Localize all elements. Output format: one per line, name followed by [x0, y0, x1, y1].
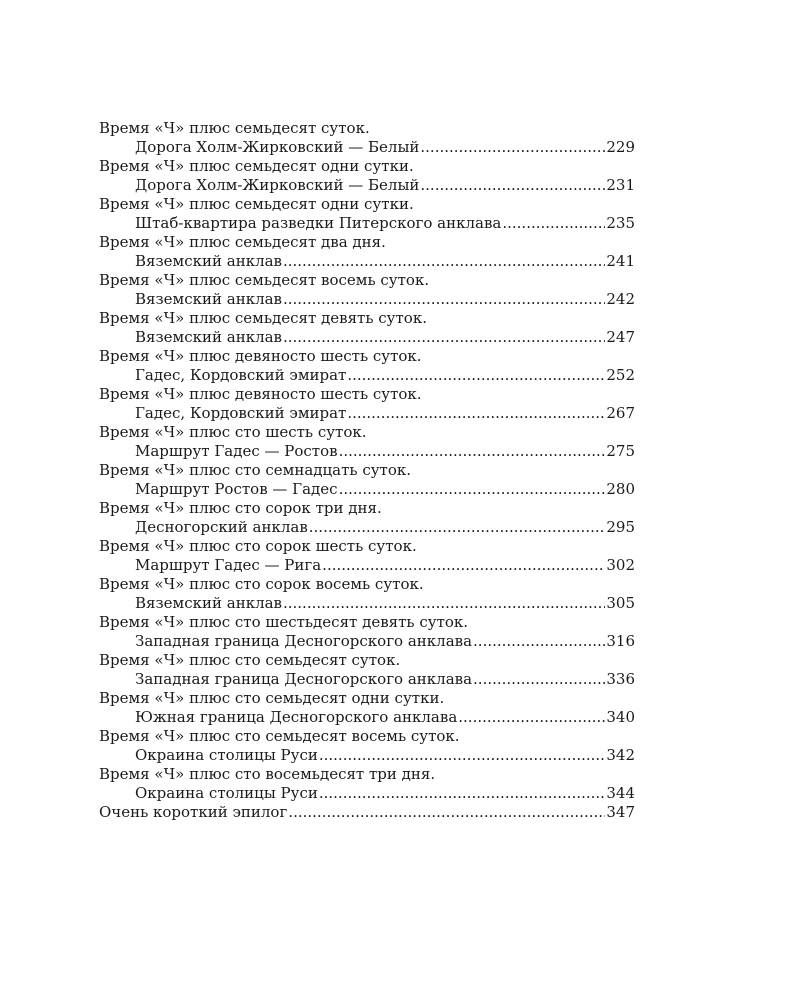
toc-entry-subtitle: Маршрут Гадес — Ростов	[135, 442, 338, 460]
dot-leader	[283, 328, 605, 347]
dot-leader	[288, 803, 605, 822]
toc-entry-subtitle: Южная граница Десногорского анклава	[135, 708, 458, 726]
dot-leader	[319, 784, 606, 803]
toc-entry-subtitle: Вяземский анклав	[135, 594, 282, 612]
toc-entry-subtitle-line	[99, 404, 635, 423]
toc-entry	[99, 575, 635, 613]
toc-entry-subtitle-line	[99, 670, 635, 689]
toc-entry	[99, 423, 635, 461]
toc-entry-subtitle-line	[99, 480, 635, 499]
toc-entry-subtitle-line	[99, 366, 635, 385]
toc-entry-page-number: 242	[606, 290, 635, 308]
toc-entry	[99, 233, 635, 271]
toc-entry-heading: Время «Ч» плюс сто сорок три дня.	[99, 499, 382, 517]
toc-entry-page-number: 340	[606, 708, 635, 726]
toc-entry	[99, 461, 635, 499]
dot-leader	[283, 252, 605, 271]
toc-final-line	[99, 803, 635, 822]
toc-entry-subtitle-line	[99, 138, 635, 157]
toc-entry-page-number: 302	[606, 556, 635, 574]
dot-leader	[420, 176, 605, 195]
toc-entry-heading: Время «Ч» плюс сто сорок восемь суток.	[99, 575, 424, 593]
toc-entry-subtitle-line	[99, 328, 635, 347]
dot-leader	[283, 594, 605, 613]
toc-entry-heading: Время «Ч» плюс семьдесят два дня.	[99, 233, 386, 251]
toc-entry-subtitle: Вяземский анклав	[135, 290, 282, 308]
dot-leader	[339, 480, 606, 499]
toc-entry-subtitle-line	[99, 214, 635, 233]
toc-entry-page-number: 344	[606, 784, 635, 802]
toc-entry-page-number: 336	[606, 670, 635, 688]
toc-entry-subtitle: Дорога Холм-Жирковский — Белый	[135, 176, 420, 194]
toc-entry	[99, 613, 635, 651]
toc-entry-subtitle-line	[99, 518, 635, 537]
toc-entry-page-number: 241	[606, 252, 635, 270]
toc-entry-subtitle-line	[99, 442, 635, 461]
toc-entry-subtitle-line	[99, 784, 635, 803]
toc-entry-heading: Время «Ч» плюс семьдесят одни сутки.	[99, 195, 414, 213]
dot-leader	[502, 214, 605, 233]
toc-entry	[99, 195, 635, 233]
toc-entry-heading: Время «Ч» плюс сто шестьдесят девять суток.	[99, 613, 469, 631]
toc-entry	[99, 347, 635, 385]
toc-entry-subtitle: Вяземский анклав	[135, 328, 282, 346]
dot-leader	[319, 746, 606, 765]
dot-leader	[420, 138, 605, 157]
toc-entry-heading: Время «Ч» плюс семьдесят одни сутки.	[99, 157, 414, 175]
table-of-contents	[99, 119, 635, 822]
toc-entry-page-number: 316	[606, 632, 635, 650]
dot-leader	[347, 366, 605, 385]
toc-entry	[99, 119, 635, 157]
toc-entry-page-number: 280	[606, 480, 635, 498]
toc-entry	[99, 727, 635, 765]
toc-entry-page-number: 231	[606, 176, 635, 194]
toc-entry	[99, 385, 635, 423]
toc-entry	[99, 309, 635, 347]
dot-leader	[339, 442, 606, 461]
dot-leader	[322, 556, 605, 575]
dot-leader	[309, 518, 606, 537]
toc-entry	[99, 651, 635, 689]
toc-entry-page-number: 275	[606, 442, 635, 460]
toc-entry-heading: Время «Ч» плюс сто семьдесят суток.	[99, 651, 401, 669]
toc-entry-heading: Время «Ч» плюс сто семнадцать суток.	[99, 461, 412, 479]
toc-entry-subtitle: Маршрут Гадес — Рига	[135, 556, 322, 574]
toc-entry-subtitle-line	[99, 290, 635, 309]
toc-entry-subtitle: Окраина столицы Руси	[135, 784, 318, 802]
dot-leader	[458, 708, 605, 727]
toc-entry-subtitle: Штаб-квартира разведки Питерского анклава	[135, 214, 502, 232]
toc-entry-heading: Время «Ч» плюс семьдесят восемь суток.	[99, 271, 430, 289]
toc-entry-subtitle: Вяземский анклав	[135, 252, 282, 270]
toc-entry-heading: Время «Ч» плюс сто восемьдесят три дня.	[99, 765, 436, 783]
toc-entry-heading: Время «Ч» плюс сто шесть суток.	[99, 423, 367, 441]
toc-final-page-number: 347	[606, 803, 635, 821]
toc-entry-subtitle: Дорога Холм-Жирковский — Белый	[135, 138, 420, 156]
toc-entry-page-number: 235	[606, 214, 635, 232]
toc-entry-subtitle-line	[99, 176, 635, 195]
toc-entry-subtitle: Гадес, Кордовский эмират	[135, 404, 347, 422]
dot-leader	[283, 290, 605, 309]
toc-entry	[99, 765, 635, 803]
toc-entry-subtitle: Западная граница Десногорского анклава	[135, 632, 473, 650]
toc-entry-heading: Время «Ч» плюс семьдесят суток.	[99, 119, 370, 137]
toc-entry	[99, 157, 635, 195]
toc-entry-subtitle: Маршрут Ростов — Гадес	[135, 480, 338, 498]
toc-entry	[99, 271, 635, 309]
toc-entry-subtitle-line	[99, 632, 635, 651]
toc-entry-subtitle: Окраина столицы Руси	[135, 746, 318, 764]
toc-entry-page-number: 252	[606, 366, 635, 384]
toc-entry-page-number: 247	[606, 328, 635, 346]
toc-entry-subtitle: Гадес, Кордовский эмират	[135, 366, 347, 384]
toc-entry-heading: Время «Ч» плюс семьдесят девять суток.	[99, 309, 427, 327]
dot-leader	[473, 632, 605, 651]
toc-entry-subtitle: Десногорский анклав	[135, 518, 308, 536]
toc-entry-page-number: 295	[606, 518, 635, 536]
toc-entry-subtitle: Западная граница Десногорского анклава	[135, 670, 473, 688]
toc-entry-page-number: 267	[606, 404, 635, 422]
toc-entry-heading: Время «Ч» плюс сто сорок шесть суток.	[99, 537, 417, 555]
toc-entry-heading: Время «Ч» плюс девяносто шесть суток.	[99, 385, 422, 403]
toc-entry	[99, 537, 635, 575]
toc-entry-subtitle-line	[99, 252, 635, 271]
toc-entry-subtitle-line	[99, 594, 635, 613]
toc-entry-final	[99, 803, 635, 822]
toc-entry-page-number: 342	[606, 746, 635, 764]
toc-final-title: Очень короткий эпилог	[99, 803, 288, 821]
toc-entry-heading: Время «Ч» плюс сто семьдесят одни сутки.	[99, 689, 445, 707]
toc-entry-subtitle-line	[99, 746, 635, 765]
toc-entry-subtitle-line	[99, 556, 635, 575]
toc-entry	[99, 689, 635, 727]
toc-entry	[99, 499, 635, 537]
toc-entry-heading: Время «Ч» плюс сто семьдесят восемь суток.	[99, 727, 460, 745]
toc-entry-subtitle-line	[99, 708, 635, 727]
dot-leader	[473, 670, 605, 689]
toc-entry-heading: Время «Ч» плюс девяносто шесть суток.	[99, 347, 422, 365]
toc-entry-page-number: 229	[606, 138, 635, 156]
toc-entry-page-number: 305	[606, 594, 635, 612]
dot-leader	[347, 404, 605, 423]
